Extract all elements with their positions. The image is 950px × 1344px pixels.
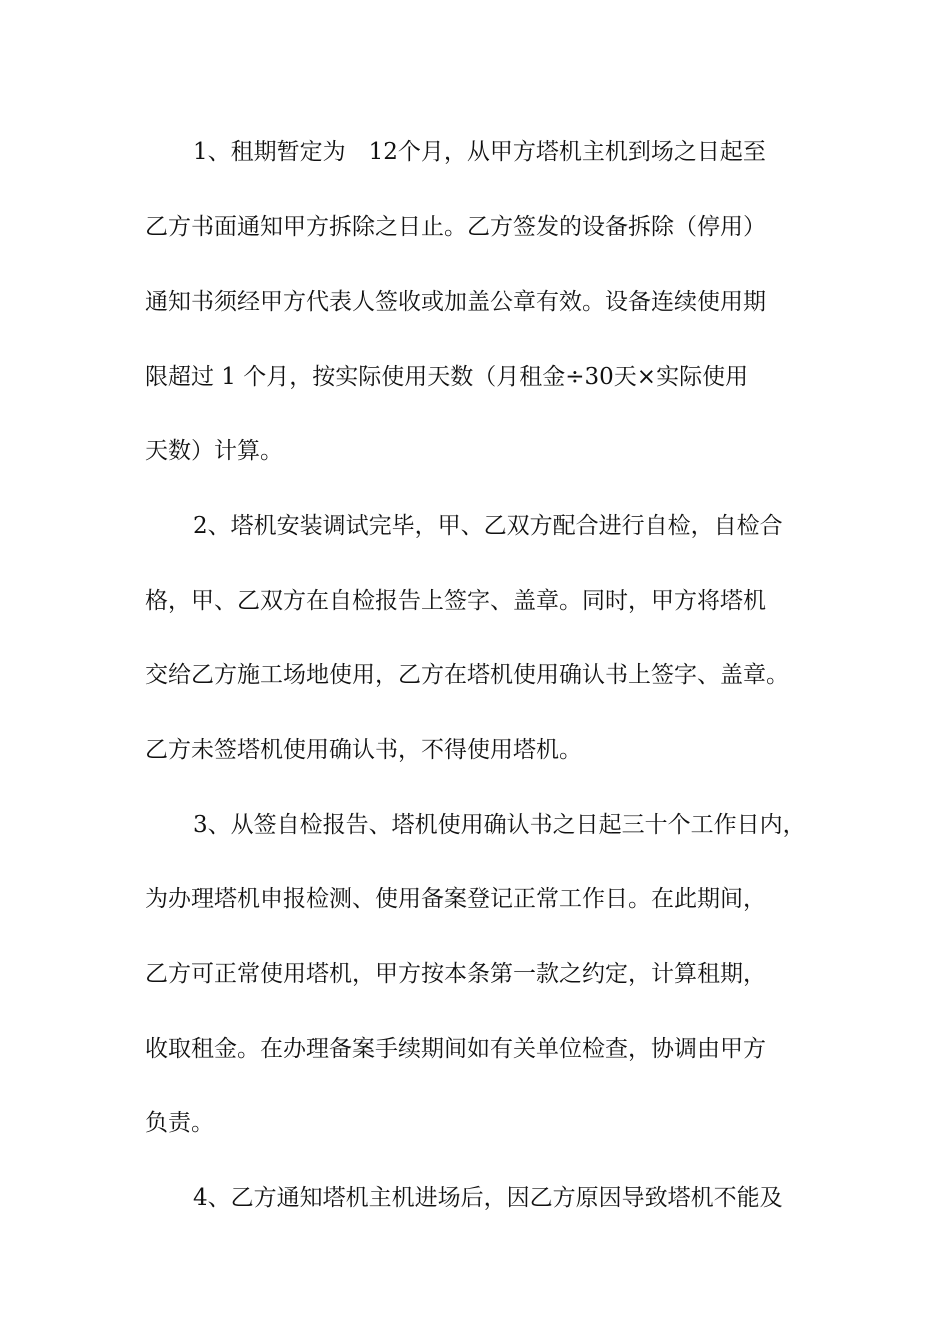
paragraph-4-line-1: 4、乙方通知塔机主机进场后，因乙方原因导致塔机不能及 <box>193 1185 783 1211</box>
paragraph-2-line-3: 交给乙方施工场地使用，乙方在塔机使用确认书上签字、盖章。 <box>145 662 789 688</box>
paragraph-3-line-4: 收取租金。在办理备案手续期间如有关单位检查，协调由甲方 <box>145 1036 766 1062</box>
paragraph-3-line-3: 乙方可正常使用塔机，甲方按本条第一款之约定，计算租期， <box>145 961 766 987</box>
paragraph-1-line-2: 乙方书面通知甲方拆除之日止。乙方签发的设备拆除（停用） <box>145 214 766 240</box>
paragraph-3-line-5: 负责。 <box>145 1110 214 1136</box>
paragraph-2-line-4: 乙方未签塔机使用确认书，不得使用塔机。 <box>145 737 582 763</box>
paragraph-3-line-1: 3、从签自检报告、塔机使用确认书之日起三十个工作日内， <box>193 812 806 838</box>
paragraph-2-line-2: 格，甲、乙双方在自检报告上签字、盖章。同时，甲方将塔机 <box>145 588 766 614</box>
paragraph-1-line-5: 天数）计算。 <box>145 438 283 464</box>
paragraph-1-line-3: 通知书须经甲方代表人签收或加盖公章有效。设备连续使用期 <box>145 289 766 315</box>
paragraph-3-line-2: 为办理塔机申报检测、使用备案登记正常工作日。在此期间， <box>145 886 766 912</box>
paragraph-1-line-1: 1、租期暂定为 12个月，从甲方塔机主机到场之日起至 <box>193 139 766 165</box>
paragraph-1-line-4: 限超过 1 个月，按实际使用天数（月租金÷30天×实际使用 <box>145 364 749 390</box>
paragraph-2-line-1: 2、塔机安装调试完毕，甲、乙双方配合进行自检，自检合 <box>193 513 783 539</box>
